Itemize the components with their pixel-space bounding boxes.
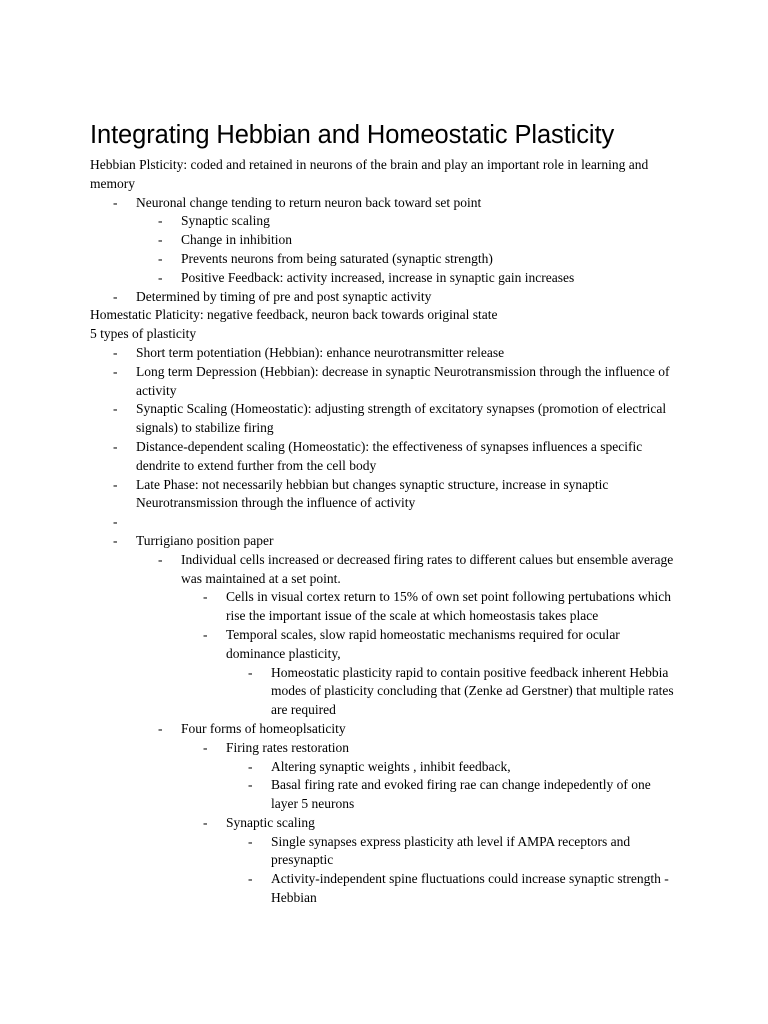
bullet-dash: - — [158, 213, 163, 229]
list-item-text: Synaptic Scaling (Homeostatic): adjusting strength of excitatory synapses (promotion of electrical signals) to stabilize firing — [136, 401, 667, 436]
bullet-dash: - — [248, 777, 253, 793]
bullet-dash: - — [203, 739, 208, 755]
bullet-dash: - — [158, 232, 163, 248]
bullet-dash: - — [203, 589, 208, 605]
list-item-text: Long term Depression (Hebbian): decrease in synaptic Neurotransmission through the influence of activity — [136, 363, 670, 398]
list-item — [90, 532, 678, 551]
bullet-dash: - — [248, 871, 253, 887]
bullet-dash: - — [113, 194, 118, 210]
list-item-text: Late Phase: not necessarily hebbian but changes synaptic structure, increase in synaptic Neurotransmission through the influence of activity — [136, 476, 609, 511]
bullet-dash: - — [248, 833, 253, 849]
list-item — [90, 250, 678, 269]
list-item-text: Turrigiano position paper — [136, 532, 274, 548]
list-item-text: Positive Feedback: activity increased, increase in synaptic gain increases — [181, 269, 575, 285]
list-item — [90, 739, 678, 758]
bullet-dash: - — [113, 363, 118, 379]
bullet-dash: - — [113, 344, 118, 360]
list-item — [90, 870, 678, 908]
list-item-text: Cells in visual cortex return to 15% of own set point following pertubations which rise the important issue of the scale at which homeostasis takes place — [226, 589, 672, 624]
bullet-dash: - — [113, 401, 118, 417]
list-item — [90, 212, 678, 231]
bullet-dash: - — [203, 626, 208, 642]
paragraph-hebbian-plasticity: Hebbian Plsticity: coded and retained in neurons of the brain and play an important role in learning and memory — [90, 157, 649, 191]
list-item — [90, 400, 678, 438]
list-item-text: Determined by timing of pre and post synaptic activity — [136, 288, 432, 304]
bullet-dash: - — [158, 720, 163, 736]
list-item — [90, 720, 678, 739]
list-item-text: Firing rates restoration — [226, 739, 349, 755]
bullet-dash: - — [113, 438, 118, 454]
list-item-text: Activity-independent spine fluctuations could increase synaptic strength - Hebbian — [271, 871, 669, 906]
list-item — [90, 288, 678, 307]
list-item-text: Neuronal change tending to return neuron back toward set point — [136, 194, 482, 210]
list-item-text: Homeostatic plasticity rapid to contain positive feedback inherent Hebbia modes of plasticity concluding that (Zenke ad Gerstner) that multiple rates are required — [271, 664, 674, 718]
list-item-text: Change in inhibition — [181, 232, 292, 248]
list-item-empty — [90, 513, 678, 532]
bullet-dash: - — [113, 532, 118, 548]
list-item-text: Single synapses express plasticity ath level if AMPA receptors and presynaptic — [271, 833, 631, 868]
list-item — [90, 626, 678, 664]
bullet-dash: - — [113, 476, 118, 492]
bullet-dash: - — [113, 288, 118, 304]
bullet-dash: - — [248, 758, 253, 774]
document-title: Integrating Hebbian and Homeostatic Plasticity — [90, 121, 615, 149]
list-item — [90, 664, 678, 720]
list-item — [90, 344, 678, 363]
list-item — [90, 551, 678, 589]
bullet-dash: - — [158, 269, 163, 285]
paragraph-homeostatic-plasticity: Homestatic Platicity: negative feedback, neuron back towards original state — [90, 307, 498, 323]
bullet-dash: - — [248, 664, 253, 680]
list-item-text: Basal firing rate and evoked firing rae can change indepedently of one layer 5 neurons — [271, 777, 651, 812]
list-item — [90, 194, 678, 213]
paragraph-types-of-plasticity: 5 types of plasticity — [90, 326, 197, 342]
bullet-dash: - — [203, 814, 208, 830]
list-item-text: Individual cells increased or decreased firing rates to different calues but ensemble average was maintained at a set point. — [181, 551, 674, 586]
list-item — [90, 833, 678, 871]
list-item — [90, 231, 678, 250]
list-item-text: Prevents neurons from being saturated (synaptic strength) — [181, 250, 493, 266]
list-item-text: Temporal scales, slow rapid homeostatic mechanisms required for ocular dominance plasticity, — [226, 626, 620, 661]
list-item — [90, 438, 678, 476]
list-item-text: Short term potentiation (Hebbian): enhance neurotransmitter release — [136, 344, 505, 360]
bullet-dash: - — [158, 250, 163, 266]
bullet-dash: - — [158, 551, 163, 567]
list-item-text: Synaptic scaling — [226, 814, 315, 830]
list-item-text: Synaptic scaling — [181, 213, 270, 229]
list-item — [90, 476, 678, 514]
list-item-text: Distance-dependent scaling (Homeostatic): the effectiveness of synapses influences a specific dendrite to extend further from the cell body — [136, 438, 643, 473]
list-item — [90, 758, 678, 777]
list-item — [90, 269, 678, 288]
list-item-text: Altering synaptic weights , inhibit feedback, — [271, 758, 511, 774]
list-item — [90, 588, 678, 626]
list-item — [90, 814, 678, 833]
bullet-dash: - — [113, 514, 118, 530]
list-item — [90, 776, 678, 814]
list-item — [90, 363, 678, 401]
document-body — [90, 156, 678, 908]
list-item-text: Four forms of homeoplsaticity — [181, 720, 346, 736]
